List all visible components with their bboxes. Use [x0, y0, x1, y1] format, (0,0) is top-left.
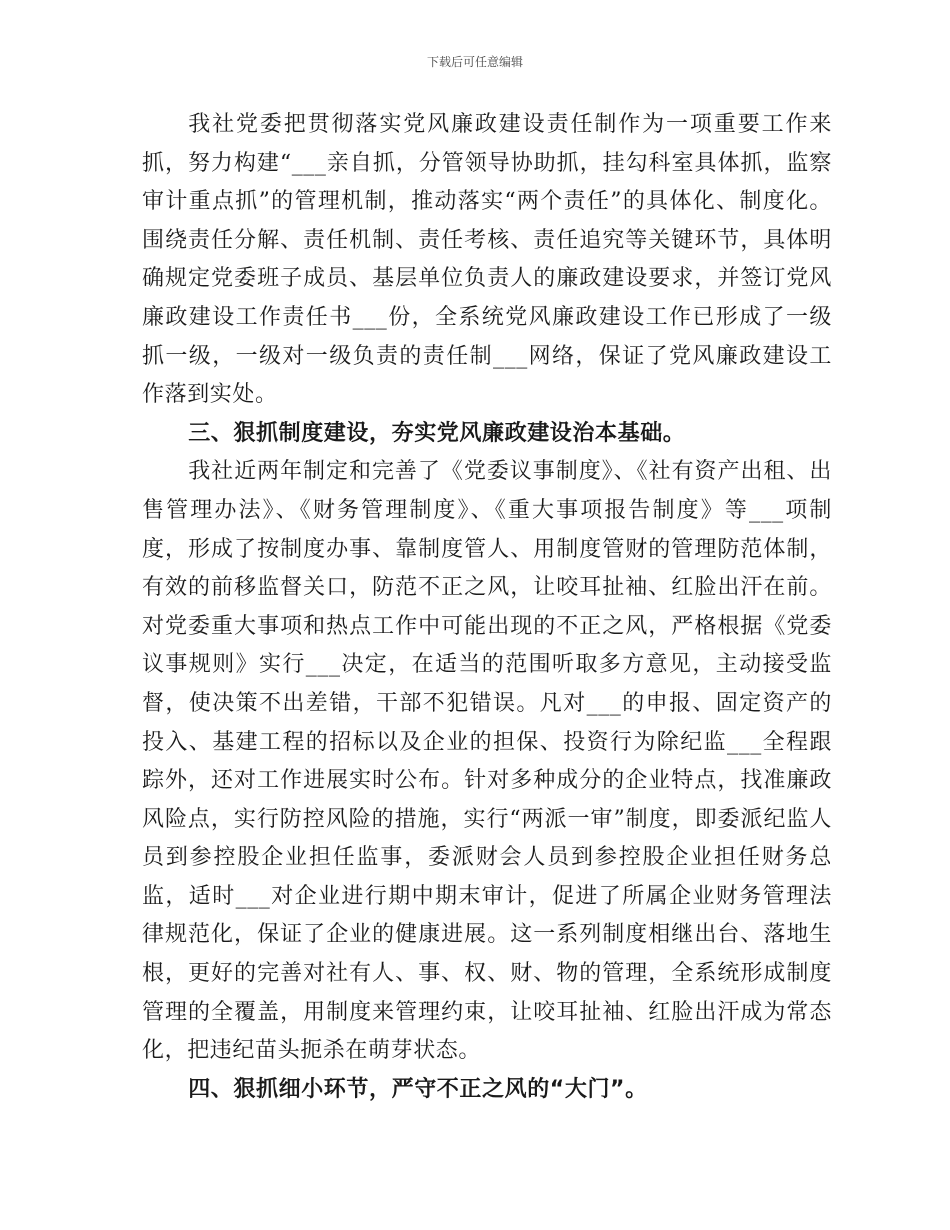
section-heading-3: 三、狠抓制度建设，夯实党风廉政建设治本基础。: [188, 420, 686, 446]
paragraph-system-building: 我社近两年制定和完善了《党委议事制度》、《社有资产出租、出售管理办法》、《财务管理制度》、《重大事项报告制度》等___项制度，形成了按制度办事、靠制度管人、用制度管财的管理防范体制，有效的前移监督关口，防范不正之风，让咬耳扯袖、红脸出汗在前。对党委重大事项和热点工作中可能出现的不正之风，严格根据《党委议事规则》实行___决定，在适当的范围听取多方意见，主动接受监督，使决策不出差错，干部不犯错误。凡对___的申报、固定资产的投入、基建工程的招标以及企业的担保、投资行为除纪监___全程跟踪外，还对工作进展实时公布。针对多种成分的企业特点，找准廉政风险点，实行防控风险的措施，实行“两派一审”制度，即委派纪监人员到参控股企业担任监事，委派财会人员到参控股企业担任财务总监，适时___对企业进行期中期末审计，促进了所属企业财务管理法律规范化，保证了企业的健康进展。这一系列制度相继出台、落地生根，更好的完善对社有人、事、权、财、物的管理，全系统形成制度管理的全覆盖，用制度来管理约束，让咬耳扯袖、红脸出汗成为常态化，把违纪苗头扼杀在萌芽状态。: [142, 459, 832, 1064]
paragraph-responsibility: 我社党委把贯彻落实党风廉政建设责任制作为一项重要工作来抓，努力构建“___亲自抓，分管领导协助抓，挂勾科室具体抓，监察审计重点抓”的管理机制，推动落实“两个责任”的具体化、制度化。围绕责任分解、责任机制、责任考核、责任追究等关键环节，具体明确规定党委班子成员、基层单位负责人的廉政建设要求，并签订党风廉政建设工作责任书___份，全系统党风廉政建设工作已形成了一级抓一级，一级对一级负责的责任制___网络，保证了党风廉政建设工作落到实处。: [142, 112, 832, 408]
header-note: 下载后可任意编辑: [426, 55, 523, 69]
document-body: [142, 106, 832, 1109]
section-heading-4: 四、狠抓细小环节，严守不正之风的“大门”。: [188, 1076, 648, 1102]
